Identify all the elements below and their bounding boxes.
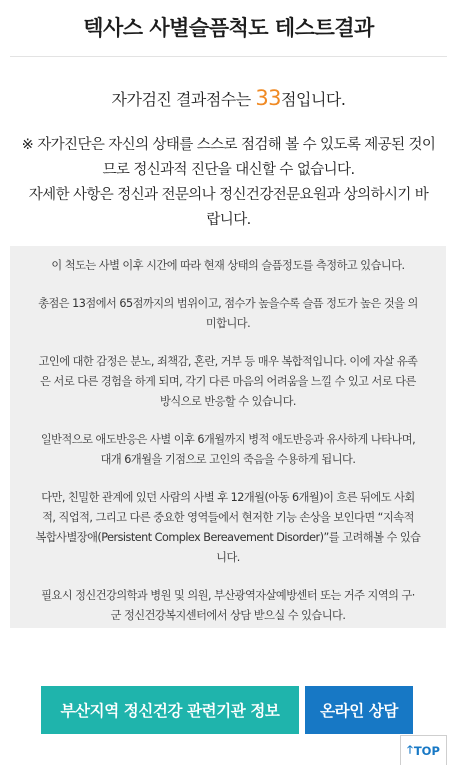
info-text: 일반적으로 애도반응은 사별 이후 6개월까지 병적 애도반응과 유사하게 나타나며, (40, 433, 416, 446)
info-text: 방식으로 반응할 수 있습니다. (160, 395, 296, 408)
result-suffix: 점입니다. (281, 90, 346, 109)
scale-info-box (10, 246, 446, 628)
info-text: 총점은 13점에서 65점까지의 범위이고, 점수가 높을수록 슬픔 정도가 높은 것을 의 (38, 297, 418, 310)
info-text: 대개 6개월을 기점으로 고인의 죽음을 수용하게 됩니다. (100, 453, 356, 466)
arrow-up-icon: 🡑 (407, 743, 413, 756)
info-text: 복합사별장애(Persistent Complex Bereavement Disorder)”를 고려해볼 수 있습 (35, 531, 421, 544)
notice-line: 랍니다. (206, 212, 251, 228)
info-text: 이 척도는 사별 이후 시간에 따라 현재 상태의 슬픔정도를 측정하고 있습니다. (51, 259, 405, 272)
notice-line: 므로 정신과적 진단을 대신할 수 없습니다. (102, 162, 355, 178)
self-diagnosis-notice (6, 133, 451, 233)
info-paragraph (20, 430, 436, 470)
top-label: TOP (413, 743, 440, 758)
info-paragraph (20, 488, 436, 568)
result-score-value: 33 (255, 86, 282, 110)
info-text: 은 서로 다른 경험을 하게 되며, 각기 다른 마음의 어려움을 느낄 수 있고 서로 다른 (40, 375, 416, 388)
info-text: 니다. (216, 551, 240, 564)
result-score-line (0, 86, 457, 110)
info-text: 필요시 정신건강의학과 병원 및 의원, 부산광역자살예방센터 또는 거주 지역의 구· (41, 589, 415, 602)
title-divider (10, 56, 447, 57)
info-text: 미합니다. (205, 317, 251, 330)
notice-line: ※ 자가진단은 자신의 상태를 스스로 점검해 볼 수 있도록 제공된 것이 (21, 137, 436, 153)
info-text: 적, 직업적, 그리고 다른 중요한 영역들에서 현저한 기능 손상을 보인다면 “지속적 (42, 511, 414, 524)
scroll-top-button[interactable] (400, 735, 447, 765)
notice-line: 자세한 사항은 정신과 전문의나 정신건강전문요원과 상의하시기 바 (28, 187, 429, 203)
mental-health-institutions-button[interactable]: 부산지역 정신건강 관련기관 정보 (41, 686, 299, 734)
info-paragraph (20, 352, 436, 412)
info-paragraph (20, 586, 436, 626)
info-paragraph (20, 256, 436, 276)
page-title: 텍사스 사별슬픔척도 테스트결과 (83, 16, 374, 40)
result-prefix: 자가검진 결과점수는 (111, 90, 256, 109)
online-consultation-button[interactable]: 온라인 상담 (305, 686, 413, 734)
info-text: 군 정신건강복지센터에서 상담 받으실 수 있습니다. (110, 609, 346, 622)
info-paragraph (20, 294, 436, 334)
info-text: 고인에 대한 감정은 분노, 죄책감, 혼란, 거부 등 매우 복합적입니다. 이에 자살 유족 (38, 355, 418, 368)
info-text: 다만, 친밀한 관계에 있던 사람의 사별 후 12개월(아동 6개월)이 흐른 뒤에도 사회 (41, 491, 415, 504)
